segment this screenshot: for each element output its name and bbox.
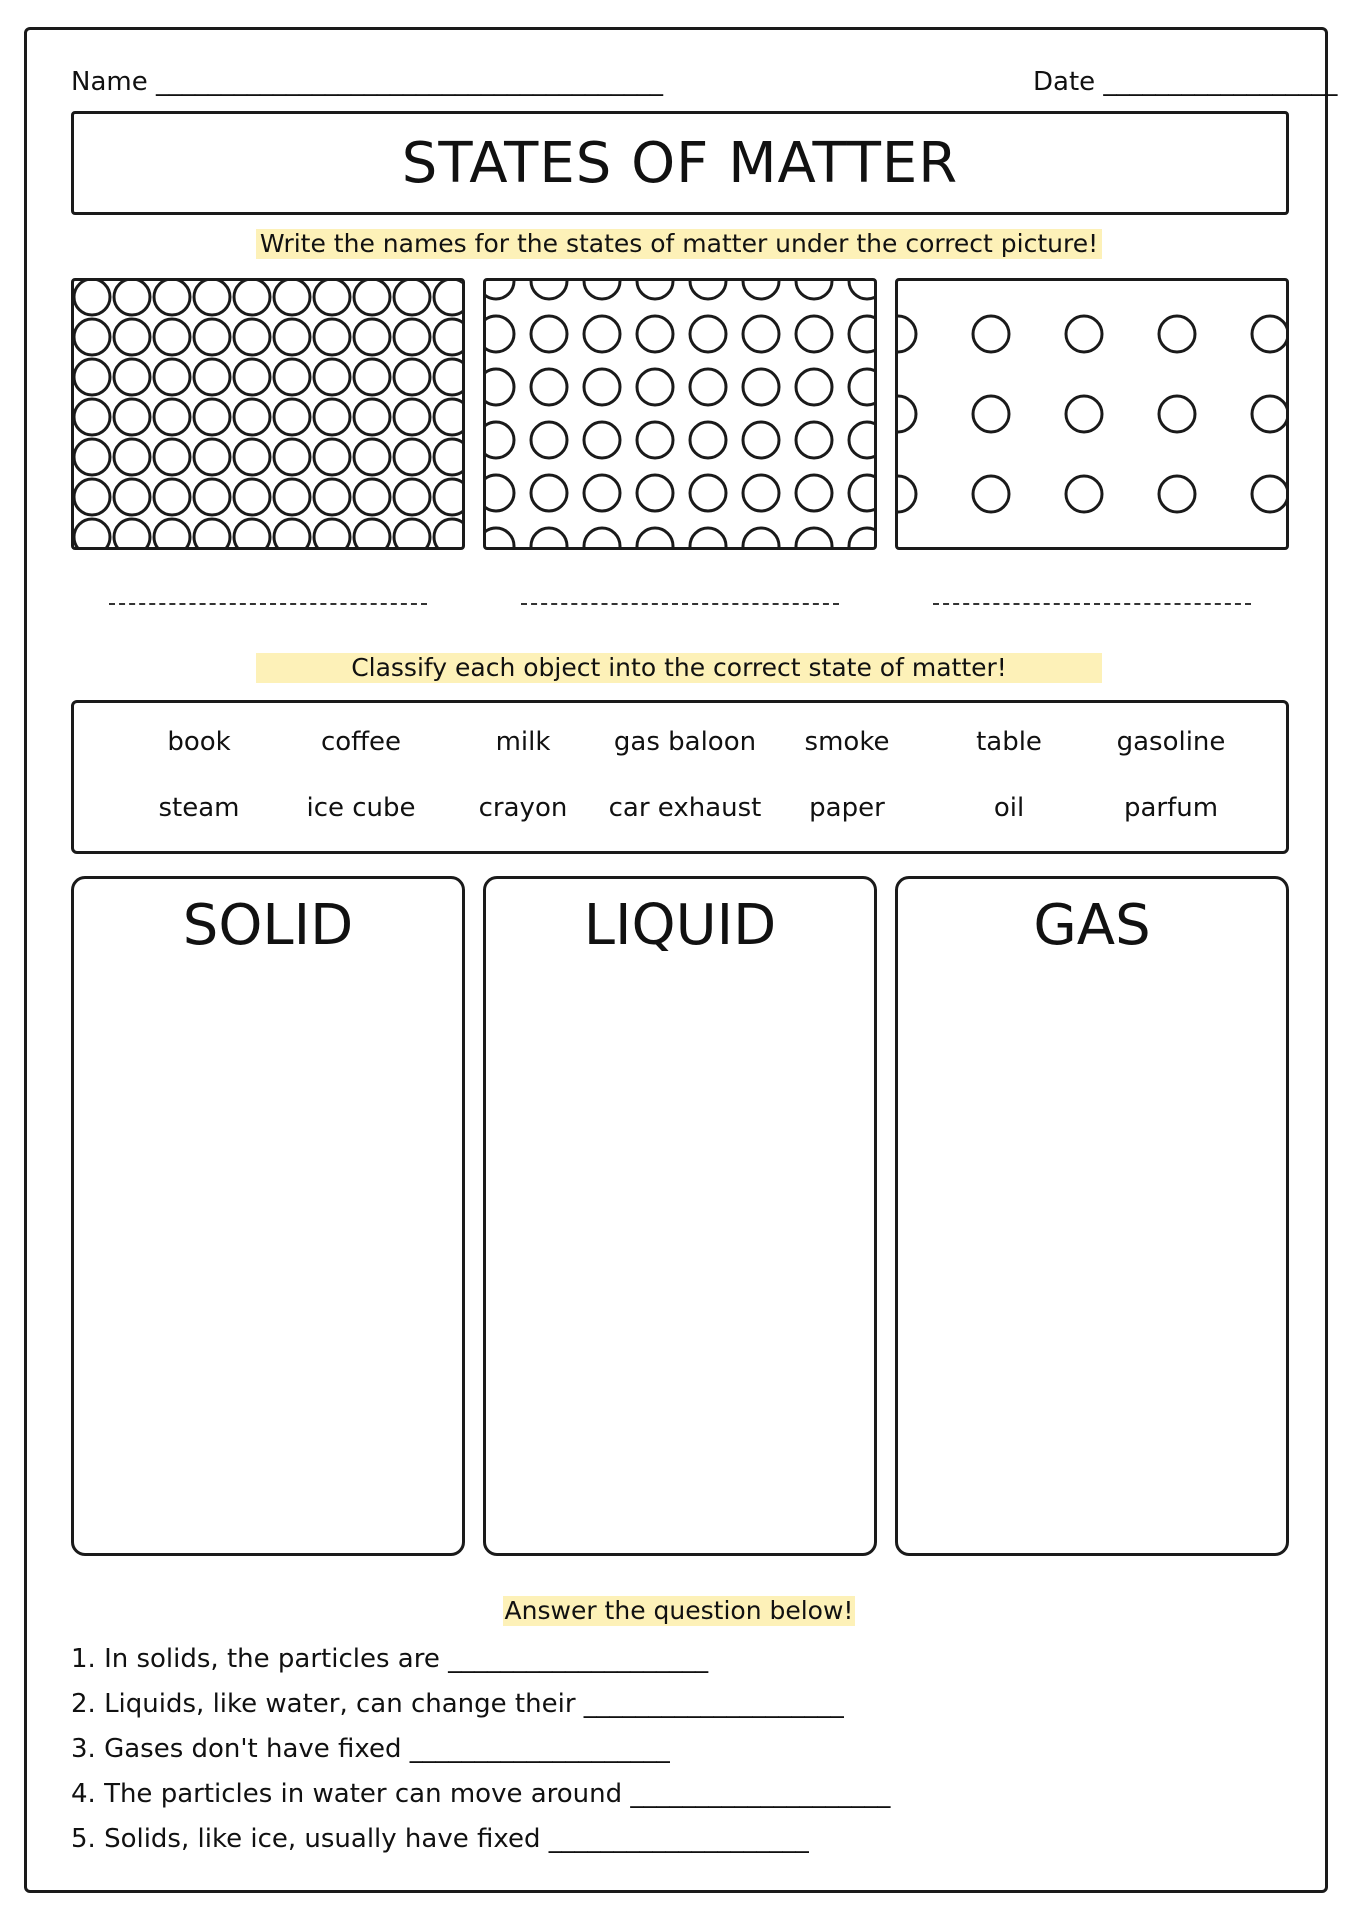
- name-blank: _______________________________________: [155, 67, 663, 97]
- word-item: coffee: [320, 727, 402, 757]
- liquid-particles-picture: [483, 278, 877, 550]
- question-2: [71, 1688, 844, 1720]
- particle-circle: [394, 319, 430, 355]
- particle-circle: [973, 396, 1009, 432]
- particle-circle: [637, 422, 673, 458]
- page-title: STATES OF MATTER: [401, 130, 959, 196]
- liquid-column-title: LIQUID: [583, 893, 777, 958]
- particle-circle: [973, 316, 1009, 352]
- particle-circle: [394, 399, 430, 435]
- particle-circle: [1159, 396, 1195, 432]
- particle-circle: [796, 369, 832, 405]
- particle-circle: [154, 519, 190, 547]
- particle-circle: [74, 359, 110, 395]
- instruction-questions: Answer the question below!: [504, 1596, 854, 1625]
- answer-line-3[interactable]: [933, 603, 1251, 605]
- date-field[interactable]: [1033, 66, 1337, 98]
- question-text: 4. The particles in water can move around: [71, 1779, 623, 1809]
- particle-circle: [354, 281, 390, 315]
- particle-circle: [584, 528, 620, 547]
- answer-line-2[interactable]: [521, 603, 839, 605]
- particle-circle: [486, 528, 514, 547]
- particle-circle: [743, 475, 779, 511]
- particle-circle: [849, 316, 874, 352]
- particle-circle: [849, 369, 874, 405]
- particle-circle: [531, 422, 567, 458]
- particle-circle: [154, 399, 190, 435]
- particle-circle: [234, 439, 270, 475]
- particle-circle: [637, 316, 673, 352]
- particle-circle: [234, 399, 270, 435]
- particle-circle: [194, 439, 230, 475]
- particle-circle: [274, 519, 310, 547]
- particle-circle: [849, 475, 874, 511]
- liquid-particles-icon: [486, 281, 874, 547]
- particle-circle: [486, 316, 514, 352]
- question-text: 3. Gases don't have fixed: [71, 1734, 402, 1764]
- particle-circle: [743, 281, 779, 299]
- particle-circle: [114, 519, 150, 547]
- particle-circle: [394, 479, 430, 515]
- particle-circle: [849, 281, 874, 299]
- particle-circle: [690, 475, 726, 511]
- solid-particles-picture: [71, 278, 465, 550]
- particle-circle: [1252, 316, 1286, 352]
- particle-circle: [849, 422, 874, 458]
- particle-circle: [114, 439, 150, 475]
- particle-circle: [234, 319, 270, 355]
- answer-blank[interactable]: ____________________: [409, 1734, 670, 1764]
- particle-circle: [354, 519, 390, 547]
- particle-circle: [531, 475, 567, 511]
- particle-circle: [154, 281, 190, 315]
- particle-circle: [1159, 476, 1195, 512]
- question-text: 5. Solids, like ice, usually have fixed: [71, 1824, 541, 1854]
- particle-circle: [154, 319, 190, 355]
- answer-line-1[interactable]: [109, 603, 427, 605]
- solid-column-title: SOLID: [182, 893, 354, 958]
- particle-circle: [584, 316, 620, 352]
- particle-circle: [194, 281, 230, 315]
- particle-circle: [394, 439, 430, 475]
- gas-column-title: GAS: [1033, 893, 1151, 958]
- word-item: milk: [495, 727, 551, 757]
- particle-circle: [743, 369, 779, 405]
- question-text: 2. Liquids, like water, can change their: [71, 1689, 576, 1719]
- particle-circle: [690, 528, 726, 547]
- particle-circle: [114, 319, 150, 355]
- word-item: oil: [993, 793, 1025, 823]
- particle-circle: [584, 369, 620, 405]
- particle-circle: [486, 369, 514, 405]
- particle-circle: [114, 359, 150, 395]
- particle-circle: [796, 528, 832, 547]
- particle-circle: [434, 479, 462, 515]
- particle-circle: [637, 528, 673, 547]
- particle-circle: [394, 359, 430, 395]
- solid-column[interactable]: [71, 876, 465, 1556]
- word-item: gas baloon: [613, 727, 757, 757]
- particle-circle: [690, 369, 726, 405]
- word-item: book: [167, 727, 231, 757]
- particle-circle: [154, 359, 190, 395]
- particle-circle: [154, 439, 190, 475]
- particle-circle: [637, 475, 673, 511]
- particle-circle: [354, 439, 390, 475]
- particle-circle: [194, 359, 230, 395]
- particle-circle: [274, 319, 310, 355]
- particle-circle: [234, 359, 270, 395]
- particle-circle: [274, 479, 310, 515]
- answer-blank[interactable]: ____________________: [448, 1644, 709, 1674]
- particle-circle: [314, 399, 350, 435]
- particle-circle: [1066, 396, 1102, 432]
- gas-particles-picture: [895, 278, 1289, 550]
- date-label: Date: [1033, 67, 1096, 97]
- word-item: parfum: [1123, 793, 1219, 823]
- particle-circle: [114, 399, 150, 435]
- word-item: ice cube: [306, 793, 416, 823]
- particle-circle: [394, 519, 430, 547]
- particle-circle: [234, 519, 270, 547]
- question-1: [71, 1643, 708, 1675]
- particle-circle: [314, 359, 350, 395]
- question-3: [71, 1733, 670, 1765]
- word-item: paper: [809, 793, 885, 823]
- particle-circle: [849, 528, 874, 547]
- particle-circle: [74, 479, 110, 515]
- question-4: [71, 1778, 890, 1810]
- particle-circle: [637, 281, 673, 299]
- particle-circle: [898, 476, 916, 512]
- particle-circle: [898, 316, 916, 352]
- gas-column[interactable]: [895, 876, 1289, 1556]
- particle-circle: [314, 281, 350, 315]
- particle-circle: [354, 479, 390, 515]
- date-blank: __________________: [1103, 67, 1338, 97]
- particle-circle: [194, 479, 230, 515]
- particle-circle: [434, 281, 462, 315]
- word-item: crayon: [478, 793, 568, 823]
- particle-circle: [234, 479, 270, 515]
- particle-circle: [898, 396, 916, 432]
- particle-circle: [743, 422, 779, 458]
- particle-circle: [434, 519, 462, 547]
- particle-circle: [486, 281, 514, 299]
- word-item: car exhaust: [608, 793, 762, 823]
- particle-circle: [154, 479, 190, 515]
- particle-circle: [486, 422, 514, 458]
- particle-circle: [74, 439, 110, 475]
- particle-circle: [796, 422, 832, 458]
- particle-circle: [486, 475, 514, 511]
- particle-circle: [434, 319, 462, 355]
- particle-circle: [1066, 316, 1102, 352]
- word-item: steam: [158, 793, 240, 823]
- particle-circle: [434, 399, 462, 435]
- particle-circle: [743, 316, 779, 352]
- answer-blank[interactable]: ____________________: [630, 1779, 891, 1809]
- answer-blank[interactable]: ____________________: [548, 1824, 809, 1854]
- name-label: Name: [71, 67, 148, 97]
- solid-particles-icon: [74, 281, 462, 547]
- gas-particles-icon: [898, 281, 1286, 547]
- particle-circle: [74, 399, 110, 435]
- particle-circle: [274, 439, 310, 475]
- particle-circle: [531, 316, 567, 352]
- particle-circle: [314, 519, 350, 547]
- name-field[interactable]: [71, 66, 663, 98]
- particle-circle: [114, 479, 150, 515]
- word-item: gasoline: [1116, 727, 1226, 757]
- particle-circle: [1252, 396, 1286, 432]
- particle-circle: [690, 316, 726, 352]
- particle-circle: [314, 479, 350, 515]
- particle-circle: [637, 369, 673, 405]
- instruction-pictures: Write the names for the states of matter under the correct picture!: [256, 229, 1102, 259]
- particle-circle: [354, 399, 390, 435]
- particle-circle: [1159, 316, 1195, 352]
- particle-circle: [314, 439, 350, 475]
- particle-circle: [194, 399, 230, 435]
- particle-circle: [1252, 476, 1286, 512]
- particle-circle: [354, 319, 390, 355]
- particle-circle: [74, 319, 110, 355]
- particle-circle: [274, 399, 310, 435]
- instruction-classify: Classify each object into the correct state of matter!: [256, 653, 1102, 683]
- particle-circle: [743, 528, 779, 547]
- particle-circle: [234, 281, 270, 315]
- particle-circle: [74, 281, 110, 315]
- particle-circle: [690, 281, 726, 299]
- particle-circle: [74, 519, 110, 547]
- word-item: table: [976, 727, 1042, 757]
- word-bank: [71, 700, 1289, 854]
- particle-circle: [584, 281, 620, 299]
- particle-circle: [531, 528, 567, 547]
- title-box: [71, 111, 1289, 215]
- particle-circle: [584, 475, 620, 511]
- particle-circle: [314, 319, 350, 355]
- particle-circle: [973, 476, 1009, 512]
- particle-circle: [194, 319, 230, 355]
- particle-circle: [796, 281, 832, 299]
- particle-circle: [1066, 476, 1102, 512]
- word-item: smoke: [804, 727, 890, 757]
- particle-circle: [690, 422, 726, 458]
- particle-circle: [531, 281, 567, 299]
- question-5: [71, 1823, 809, 1855]
- particle-circle: [394, 281, 430, 315]
- particle-circle: [274, 359, 310, 395]
- question-text: 1. In solids, the particles are: [71, 1644, 440, 1674]
- particle-circle: [796, 316, 832, 352]
- particle-circle: [354, 359, 390, 395]
- liquid-column[interactable]: [483, 876, 877, 1556]
- particle-circle: [531, 369, 567, 405]
- particle-circle: [434, 439, 462, 475]
- particle-circle: [796, 475, 832, 511]
- particle-circle: [194, 519, 230, 547]
- particle-circle: [274, 281, 310, 315]
- particle-circle: [584, 422, 620, 458]
- particle-circle: [434, 359, 462, 395]
- particle-circle: [114, 281, 150, 315]
- answer-blank[interactable]: ____________________: [583, 1689, 844, 1719]
